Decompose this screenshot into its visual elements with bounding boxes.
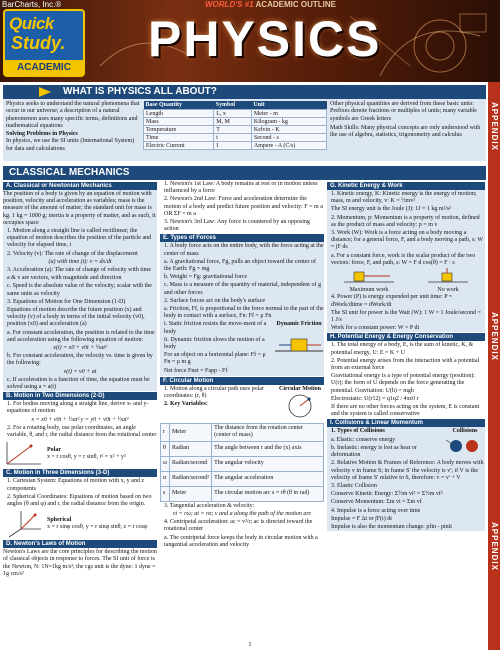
list-item: b. Weight = Fg: gravitational force — [164, 274, 248, 281]
max-work-diagram — [344, 268, 394, 284]
list-item: 2. Relative Motion & Frames of Reference: A body moves with velocity v in frame S; in frame S' the velocity is v'; if V is the velocity of frame S' relative to S, therefore: v = v' + V — [331, 460, 484, 481]
page-title: PHYSICS — [148, 11, 382, 67]
table-header: Symbol — [214, 101, 252, 110]
logo-line-1: Quick — [9, 14, 54, 33]
what-is-panel — [3, 99, 486, 161]
list-item: Conserve Momentum: Σm vi = Σm vf — [331, 499, 422, 506]
list-item: 1. For bodies moving along a straight line, derive x- and y-equations of motion — [7, 401, 149, 415]
table-header: Unit — [251, 101, 326, 110]
list-item: a. The centripetal force keeps the body in circular motion with a tangential acceleration and velocity — [164, 534, 318, 548]
equation: (a) with time (t): v = dx/dt — [48, 258, 112, 265]
what-is-intro — [6, 101, 140, 153]
subsection-header: G. Kinetic Energy & Work — [327, 182, 485, 190]
side-tab-label: APPENDIX — [490, 522, 499, 571]
table-cell: Kilogram - kg — [251, 118, 326, 126]
list-item: a. Elastic: conserve energy — [331, 436, 396, 443]
key-variables-table — [160, 423, 324, 501]
list-item: c. If acceleration is a function of time, the equation must be solved using a = a(t) — [7, 376, 150, 391]
list-item: The SI energy unit is the Joule (J): 1J = 1 kg m²/s² — [331, 206, 452, 213]
table-cell: Meter - m — [251, 110, 326, 118]
list-item: c. Mass is a measure of the quantity of material, independent of g and other forces — [164, 282, 321, 296]
list-item: Net force Fnet = Fapp - Ff — [164, 367, 228, 374]
list-item: If there are no other forces acting on the system, E is constant and the system is called conservative — [331, 404, 480, 418]
math-skills-text: Math Skills: Many physical concepts are only understood with the use of algebra, statistics, trigonometry and calculus — [330, 124, 481, 139]
page-number: 1 — [248, 642, 252, 648]
logo-line-2: Study. — [11, 33, 66, 53]
list-item: 4. Centripetal acceleration: ac = v²/r; ac is directed toward the rotational center — [164, 519, 313, 533]
friction-label: Dynamic Friction — [276, 321, 322, 328]
spherical-diagram-row — [3, 509, 157, 539]
polar-equations: x = r cosθ, y = r sinθ, r² = x² + y² — [47, 454, 126, 461]
equation: x(t) = x0 + v0t + ½at² — [53, 345, 107, 352]
table-cell: r — [161, 424, 170, 441]
spherical-equations: x = r sinφ cosθ, y = r sinφ sinθ, z = r cosφ — [47, 524, 148, 531]
list-item: a. Friction, Ff, is proportional to the force normal to the part of the body in contact with a surface, Fn: Ff = μ Fn — [164, 306, 324, 320]
circular-row — [160, 386, 324, 422]
table-cell: Meter — [169, 424, 211, 441]
list-item: 2. Surface forces act on the body's surface — [164, 297, 266, 304]
list-item: 1. A body force acts on the entire body, with the force acting at the center of mass — [164, 243, 324, 257]
table-cell: I — [214, 142, 252, 150]
list-item: a. For a constant force, work is the scalar product of the two vectors: force, F, and path, s: W = F d cos(θ) = F · s — [331, 252, 476, 266]
column-c — [327, 181, 485, 641]
table-cell: M, M — [214, 118, 252, 126]
list-item: 2. Velocity (v): The rate of change of the displacement — [7, 250, 138, 257]
list-item: 3. Equations of Motion for One Dimension (1-D) — [7, 298, 126, 305]
table-row — [144, 134, 327, 142]
table-row — [161, 424, 324, 441]
list-item: 1. Motion along a straight line is called rectilinear; the equation of motion describes the position of the particle and velocity for elapsed time, t — [7, 228, 152, 249]
subsection-header: B. Motion in Two Dimensions (2-D) — [3, 392, 157, 400]
list-item: Equations of motion describe the future position (x) and velocity (v) of a body in terms of the initial velocity (v0), position (x0) and acceleration (a) — [7, 307, 145, 328]
list-item: 4. Power (P) is energy expended per unit time: P = dWork/dtime = dWork/dt — [331, 294, 453, 308]
spherical-label: Spherical — [47, 516, 72, 523]
list-item: 2. For a rotating body, use polar coordinates, an angle variable, θ, and r, the radial distance from the rotational center — [7, 424, 157, 439]
table-cell: Kelvin - K — [251, 126, 326, 134]
table-cell: Radian/second — [169, 456, 211, 471]
list-item: 3. Elastic Collision — [331, 482, 377, 489]
table-row — [144, 142, 327, 150]
list-item: 3. Work (W): Work is a force acting on a body moving a distance; for a general force, F, and a body moving a path, s: W = ∫F ds — [331, 230, 483, 251]
list-item: For an object on a horizontal plane: Ff = μ Fn = μ m g — [164, 352, 266, 366]
table-cell: The circular motion arc s = rθ (θ in rad) — [212, 486, 324, 501]
table-cell: T — [214, 126, 252, 134]
polar-diagram — [3, 440, 43, 468]
section-header-what-is — [3, 85, 486, 99]
list-item: c. Speed is the absolute value of the velocity; scalar with the same units as velocity — [7, 283, 152, 297]
table-cell: ω — [161, 456, 170, 471]
subsection-header: E. Types of Forces — [160, 234, 324, 242]
list-item: Electrostatic: U(r12) = q1q2 / 4πε0 r — [331, 395, 419, 402]
list-item: Impulse is also the momentum change: pfin - pinit — [331, 523, 452, 530]
table-cell: Electric Current — [144, 142, 214, 150]
list-item: 2. Potential energy arises from the interaction with a potential from an external force — [331, 357, 480, 372]
work-diagrams — [327, 268, 485, 294]
list-item: 1. The total energy of a body, E, is the sum of kinetic, K, & potential energy, U: E = K + U — [331, 342, 474, 356]
list-item: 1. Kinetic energy, K: Kinetic energy is the energy of motion; mass, m and velocity, v: K = ½mv² — [331, 191, 477, 205]
table-cell: Meter — [169, 486, 211, 501]
paragraph: The position of a body is given by an equation of motion with position, velocity and acceleration as variables; mass is the measure of the amount of matter; the standard unit for mass is kg. 1 kg = 1000 g; inertia is a property of matter, and as such, it occupies space — [3, 191, 156, 226]
column-b — [160, 181, 324, 641]
max-work-box — [344, 268, 394, 294]
list-item: 3. Tangential acceleration & velocity: — [164, 502, 255, 509]
no-work-diagram — [428, 268, 468, 284]
list-item: Impulse = F Δt or ∫F(t) dt — [331, 515, 392, 522]
header-banner — [0, 0, 500, 82]
table-cell: θ — [161, 441, 170, 456]
equation: vt = rω; at = rα; v and a along the path of the motion arc — [172, 510, 312, 517]
list-item: a. For constant acceleration, the position is related to the time and acceleration using the following equation of motion: — [7, 329, 155, 343]
list-item: 2. Key Variables: — [164, 401, 208, 408]
solving-title: Solving Problems in Physics — [6, 131, 78, 138]
table-cell: Time — [144, 134, 214, 142]
side-tab — [488, 82, 500, 650]
arrow-icon — [39, 87, 51, 97]
table-row — [161, 441, 324, 456]
table-cell: The angle between r and the (x) axis — [212, 441, 324, 456]
no-work-box — [428, 268, 468, 294]
brand-name: BarCharts, Inc.® — [2, 0, 62, 9]
collisions-row — [327, 428, 485, 460]
side-tab-label: APPENDIX — [490, 102, 499, 151]
list-item: 2. Newton's 2nd Law: Force and acceleration determine the motion of a body and predict future position and velocity: F = m a OR ΣF = m a — [164, 196, 323, 217]
table-cell: The angular acceleration — [212, 471, 324, 486]
table-cell: Temperature — [144, 126, 214, 134]
table-cell: The distance from the rotation center (center of mass) — [212, 424, 324, 441]
list-item: The SI unit for power is the Watt (W): 1 W = 1 Joule/second = 1 J/s — [331, 309, 481, 324]
table-cell: s — [161, 486, 170, 501]
table-row — [144, 110, 327, 118]
list-item: 2. Momentum, p: Momentum is a property of motion, defined as the product of mass and velocity: p = m v — [331, 214, 480, 228]
table-cell: L, x — [214, 110, 252, 118]
what-is-derived — [330, 101, 484, 139]
polar-diagram-row — [3, 440, 157, 468]
circular-label: Circular Motion — [279, 385, 321, 392]
solving-text: In physics, we use the SI units (International System) for data and calculations — [6, 138, 135, 152]
list-item: 2. Spherical Coordinates: Equations of motion based on two angles (θ and φ) and r, the radial distance from the origin. — [7, 493, 152, 507]
no-work-label: No work — [437, 287, 459, 294]
base-quantity-table — [143, 101, 327, 150]
list-item: 1. Cartesian System: Equations of motion with x, y and z components — [7, 478, 144, 492]
quickstudy-logo — [3, 9, 85, 77]
subsection-header: I. Collisions & Linear Momentum — [327, 419, 485, 427]
table-cell: Mass — [144, 118, 214, 126]
max-work-label: Maximum work — [349, 287, 389, 294]
table-header: Base Quantity — [144, 101, 214, 110]
table-cell: Second - s — [251, 134, 326, 142]
friction-diagram — [275, 329, 323, 355]
list-item: ii. Dynamic friction slows the motion of a body — [164, 336, 265, 351]
side-tab-label: APPENDIX — [490, 312, 499, 361]
equation: v(t) = v0 + at — [63, 368, 97, 375]
collisions-label: Collisions — [452, 428, 478, 435]
table-cell: Ampere - A (C/s) — [251, 142, 326, 150]
list-item: a & v are vectors, with magnitude and direction — [7, 275, 122, 282]
list-item: 4. Impulse is a force acting over time — [331, 507, 421, 514]
tagline-text: ACADEMIC OUTLINE — [255, 0, 336, 9]
list-item: Work for a constant power: W = P dt — [331, 325, 420, 332]
section-header-classical-mechanics — [3, 166, 486, 180]
table-cell: The angular velocity — [212, 456, 324, 471]
section-title: WHAT IS PHYSICS ALL ABOUT? — [63, 86, 217, 97]
subsection-header: A. Classical or Newtonian Mechanics — [3, 182, 157, 190]
subsection-header: D. Newton's Laws of Motion — [3, 540, 157, 548]
circular-diagram-box — [276, 386, 324, 422]
list-item: i. Static friction resists the move-ment of a body — [164, 321, 267, 335]
tagline-highlight: WORLD'S #1 — [205, 0, 254, 9]
friction-row — [160, 321, 324, 375]
section-title: CLASSICAL MECHANICS — [9, 167, 130, 178]
list-item: 1. Newton's 1st Law: A body remains at rest or in motion unless influenced by a force — [164, 181, 318, 195]
polar-label: Polar — [47, 447, 61, 454]
collisions-diagram — [446, 436, 484, 456]
tagline — [205, 0, 336, 9]
table-row — [144, 126, 327, 134]
table-cell: α — [161, 471, 170, 486]
table-row — [161, 471, 324, 486]
list-item: b. Inelastic: energy is lost as heat or deformation — [331, 444, 417, 459]
list-item: 1. Types of Collisions — [331, 428, 385, 435]
table-cell: Length — [144, 110, 214, 118]
list-item: Gravitational energy is a type of potential energy (position): U(r); the form of U depends on the force generating the potential. Gravitation: U(h) = mgh — [331, 373, 476, 394]
table-row — [161, 456, 324, 471]
column-a — [3, 181, 157, 641]
intro-text: Physics seeks to understand the natural phenomena that occur in our universe; a description of a natural phenomenon uses many specific terms, definitions and mathematical equations — [6, 101, 140, 129]
table-cell: t — [214, 134, 252, 142]
list-item: 3. Acceleration (a): The rate of change of velocity with time — [7, 267, 151, 274]
friction-diagram-box — [274, 321, 324, 375]
table-cell: Radian/second² — [169, 471, 211, 486]
list-item: 3. Newton's 3rd Law: Any force is countered by an opposing action — [164, 219, 310, 233]
spherical-diagram — [3, 509, 43, 539]
list-item: 1. Motion along a circular path uses polar coordinates: (r, θ) — [164, 385, 264, 400]
collisions-diagram-box — [445, 428, 485, 460]
circular-motion-diagram — [282, 393, 318, 419]
table-row — [161, 486, 324, 501]
logo-line-3: ACADEMIC — [5, 60, 83, 75]
equation: x = x0 + v0t + ½at² y = y0 + v0t + ½at² — [31, 416, 129, 423]
table-cell: Radian — [169, 441, 211, 456]
subsection-header: H. Potential Energy & Energy Conservation — [327, 333, 485, 341]
paragraph: Newton's Laws are the core principles for describing the motion of classical objects in response to forces. The SI unit of force is the Newton, N: 1N=1kg m/s²; the cgs unit is the dyne: 1 dyne = 1g cm/s² — [3, 549, 157, 577]
list-item: Conserve Kinetic Energy: Σ½m vi² = Σ½m vf² — [331, 491, 443, 498]
derived-text: Other physical quantities are derived from these basic units: Prefixes denote fractions or multiples of units; many variable symbols are Greek letters — [330, 101, 477, 122]
table-row — [144, 118, 327, 126]
list-item: a. A gravitational force, Fg, pulls an object toward the center of the Earth: Fg = mg — [164, 258, 316, 273]
list-item: b. For constant acceleration, the velocity vs. time is given by the following: — [7, 353, 153, 367]
subsection-header: F. Circular Motion — [160, 377, 324, 385]
subsection-header: C. Motion in Three Dimensions (3-D) — [3, 469, 157, 477]
